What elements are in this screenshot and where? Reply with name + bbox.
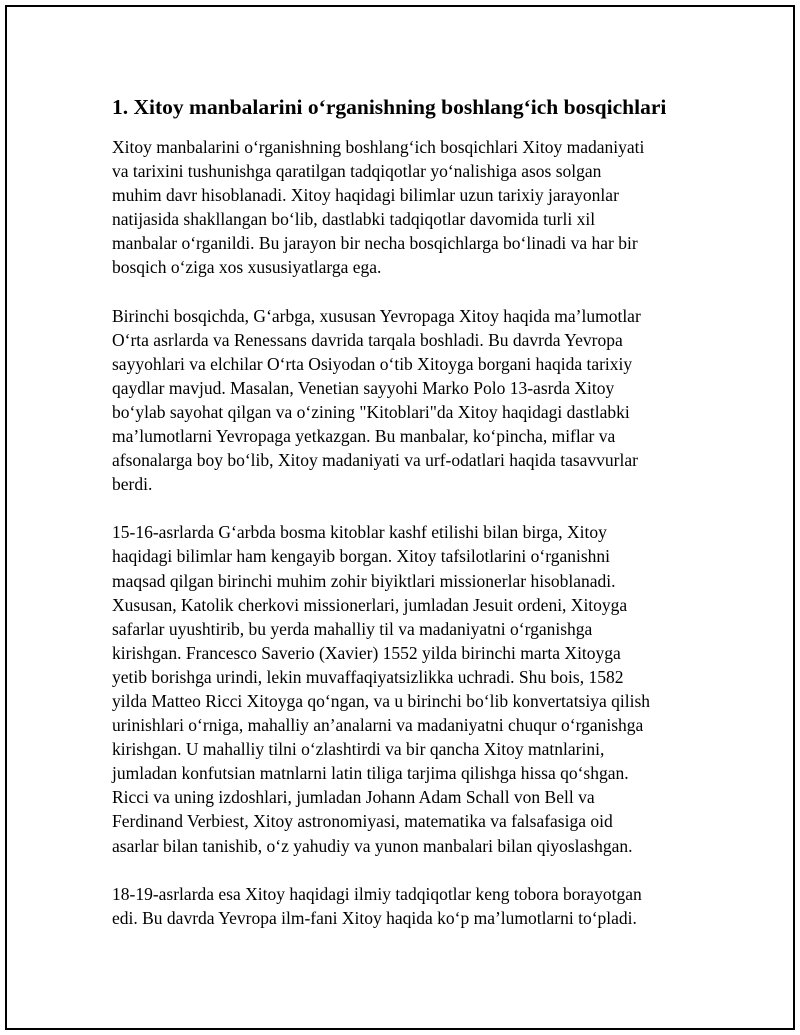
text-line: afsonalarga boy bo‘lib, Xitoy madaniyati va urf-odatlari haqida tasavvurlar bbox=[112, 450, 638, 471]
text-line: maqsad qilgan birinchi muhim zohir biyiktlari missionerlar hisoblanadi. bbox=[112, 570, 616, 591]
paragraph-introduction bbox=[112, 135, 692, 280]
text-line: Ricci va uning izdoshlari, jumladan Johann Adam Schall von Bell va bbox=[112, 787, 595, 808]
text-line: ma’lumotlarni Yevropaga yetkazgan. Bu manbalar, ko‘pincha, miflar va bbox=[112, 426, 616, 447]
text-line: 15-16-asrlarda G‘arbda bosma kitoblar kashf etilishi bilan birga, Xitoy bbox=[112, 522, 607, 543]
paragraph-missionaries bbox=[112, 520, 692, 857]
text-line: edi. Bu davrda Yevropa ilm-fani Xitoy haqida ko‘p ma’lumotlarni to‘pladi. bbox=[112, 907, 637, 928]
text-line: O‘rta asrlarda va Renessans davrida tarqala boshladi. Bu davrda Yevropa bbox=[112, 329, 623, 350]
paragraph-18-19-centuries bbox=[112, 882, 692, 930]
text-line: Birinchi bosqichda, G‘arbga, xususan Yevropaga Xitoy haqida ma’lumotlar bbox=[112, 305, 641, 326]
text-line: manbalar o‘rganildi. Bu jarayon bir necha bosqichlarga bo‘linadi va har bir bbox=[112, 233, 638, 254]
text-line: asarlar bilan tanishib, o‘z yahudiy va yunon manbalari bilan qiyoslashgan. bbox=[112, 835, 633, 856]
text-line: 18-19-asrlarda esa Xitoy haqidagi ilmiy tadqiqotlar keng tobora borayotgan bbox=[112, 883, 642, 904]
text-line: berdi. bbox=[112, 474, 153, 495]
text-line: Ferdinand Verbiest, Xitoy astronomiyasi, matematika va falsafasiga oid bbox=[112, 811, 613, 832]
text-line: sayyohlari va elchilar O‘rta Osiyodan o‘tib Xitoyga borgani haqida tarixiy bbox=[112, 353, 633, 374]
text-line: natijasida shakllangan bo‘lib, dastlabki tadqiqotlar davomida turli xil bbox=[112, 209, 596, 230]
text-line: urinishlari o‘rniga, mahalliy an’analarni va madaniyatni chuqur o‘rganishga bbox=[112, 715, 644, 736]
paragraph-first-stage bbox=[112, 304, 692, 497]
text-line: safarlar uyushtirib, bu yerda mahalliy til va madaniyatni o‘rganishga bbox=[112, 618, 593, 639]
text-line: kirishgan. Francesco Saverio (Xavier) 1552 yilda birinchi marta Xitoyga bbox=[112, 642, 621, 663]
text-line: yetib borishga urindi, lekin muvaffaqiyatsizlikka uchradi. Shu bois, 1582 bbox=[112, 666, 624, 687]
text-line: muhim davr hisoblanadi. Xitoy haqidagi bilimlar uzun tarixiy jarayonlar bbox=[112, 185, 619, 206]
text-line: va tarixini tushunishga qaratilgan tadqiqotlar yo‘nalishiga asos solgan bbox=[112, 161, 602, 182]
text-line: bosqich o‘ziga xos xususiyatlarga ega. bbox=[112, 257, 382, 278]
text-line: jumladan konfutsian matnlarni latin tiliga tarjima qilishga hissa qo‘shgan. bbox=[112, 763, 629, 784]
text-line: bo‘ylab sayohat qilgan va o‘zining "Kitoblari"da Xitoy haqidagi dastlabki bbox=[112, 401, 630, 422]
document-body bbox=[112, 93, 692, 930]
text-line: haqidagi bilimlar ham kengayib borgan. Xitoy tafsilotlarini o‘rganishni bbox=[112, 546, 611, 567]
text-line: kirishgan. U mahalliy tilni o‘zlashtirdi va bir qancha Xitoy matnlarini, bbox=[112, 739, 605, 760]
text-line: qaydlar mavjud. Masalan, Venetian sayyohi Marko Polo 13-asrda Xitoy bbox=[112, 377, 615, 398]
text-line: Xususan, Katolik cherkovi missionerlari, jumladan Jesuit ordeni, Xitoyga bbox=[112, 594, 628, 615]
section-title: 1. Xitoy manbalarini o‘rganishning boshlang‘ich bosqichlari bbox=[112, 95, 667, 119]
text-line: yilda Matteo Ricci Xitoyga qo‘ngan, va u birinchi bo‘lib konvertatsiya qilish bbox=[112, 690, 651, 711]
text-line: Xitoy manbalarini o‘rganishning boshlang‘ich bosqichlari Xitoy madaniyati bbox=[112, 137, 645, 157]
